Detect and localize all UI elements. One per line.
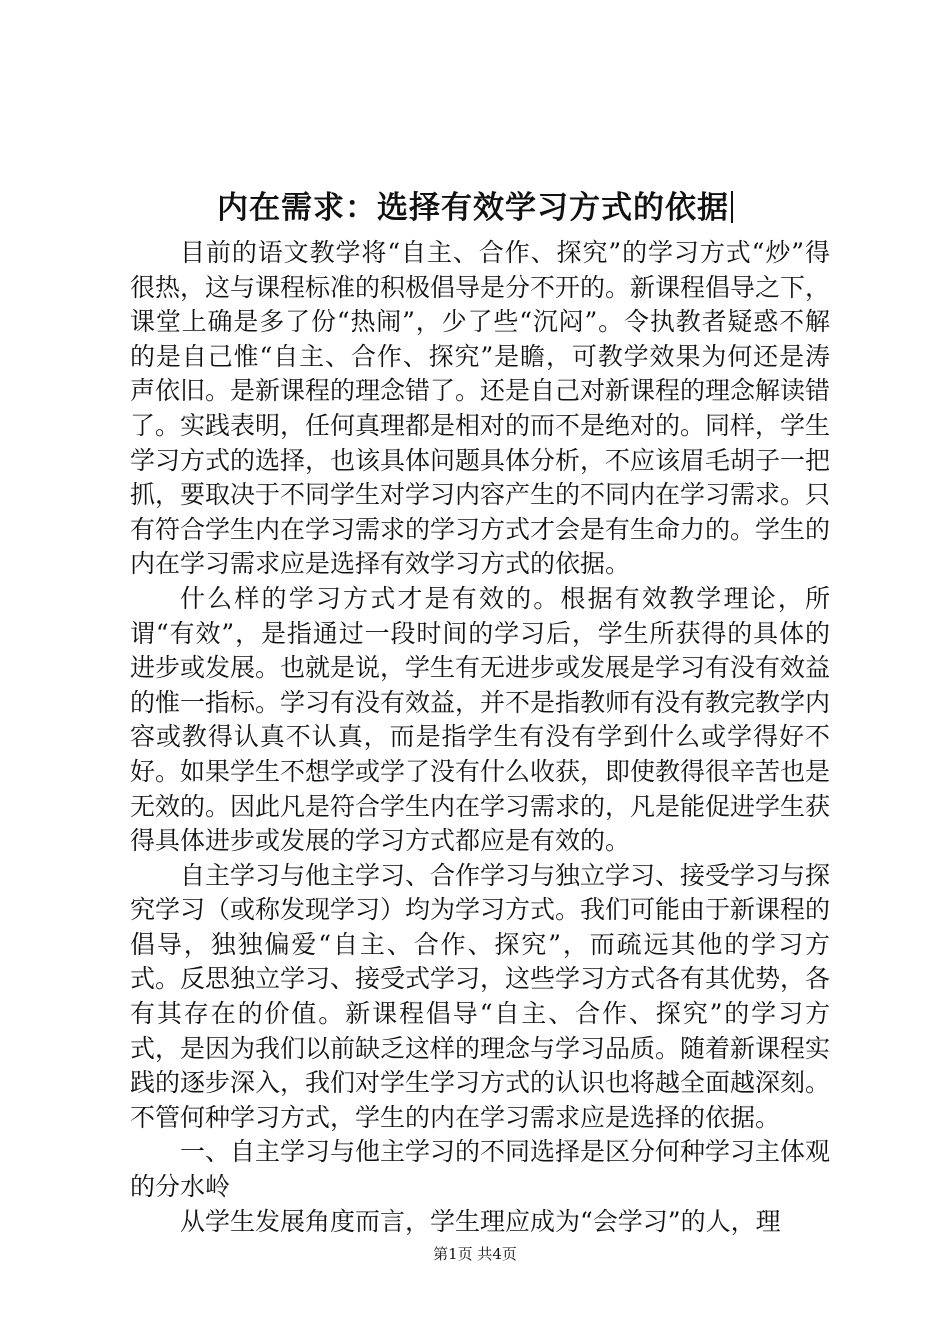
- paragraph-2: 什么样的学习方式才是有效的。根据有效教学理论，所谓“有效”，是指通过一段时间的学习后，学生所获得的具体的进步或发展。也就是说，学生有无进步或发展是学习有没有效益的惟一指标。学习有没有效益，并不是指教师有没有教完教学内容或教得认真不认真，而是指学生有没有学到什么或学得好不好。如果学生不想学或学了没有什么收获，即使教得很辛苦也是无效的。因此凡是符合学生内在学习需求的，凡是能促进学生获得具体进步或发展的学习方式都应是有效的。: [130, 583, 831, 856]
- page-footer: 第1页 共4页: [433, 1245, 517, 1263]
- paragraph-3: 自主学习与他主学习、合作学习与独立学习、接受学习与探究学习（或称发现学习）均为学习方式。我们可能由于新课程的倡导，独独偏爱“自主、合作、探究”，而疏远其他的学习方式。反思独立学习、接受式学习，这些学习方式各有其优势，各有其存在的价值。新课程倡导“自主、合作、探究”的学习方式，是因为我们以前缺乏这样的理念与学习品质。随着新课程实践的逐步深入，我们对学生学习方式的认识也将越全面越深刻。不管何种学习方式，学生的内在学习需求应是选择的依据。: [130, 860, 831, 1132]
- text-cursor: [731, 191, 733, 223]
- section-heading-1: 一、自主学习与他主学习的不同选择是区分何种学习主体观的分水岭: [130, 1137, 831, 1202]
- document-body: [130, 236, 830, 1239]
- paragraph-4: 从学生发展角度而言，学生理应成为“会学习”的人，理: [180, 1206, 781, 1236]
- title-text: 内在需求：选择有效学习方式的依据: [217, 190, 729, 226]
- document-title: [0, 186, 950, 230]
- paragraph-1: 目前的语文教学将“自主、合作、探究”的学习方式“炒”得很热，这与课程标准的积极倡导是分不开的。新课程倡导之下，课堂上确是多了份“热闹”，少了些“沉闷”。令执教者疑惑不解的是自己惟“自主、合作、探究”是瞻，可教学效果为何还是涛声依旧。是新课程的理念错了。还是自己对新课程的理念解读错了。实践表明，任何真理都是相对的而不是绝对的。同样，学生学习方式的选择，也该具体问题具体分析，不应该眉毛胡子一把抓，要取决于不同学生对学习内容产生的不同内在学习需求。只有符合学生内在学习需求的学习方式才会是有生命力的。学生的内在学习需求应是选择有效学习方式的依据。: [130, 238, 831, 579]
